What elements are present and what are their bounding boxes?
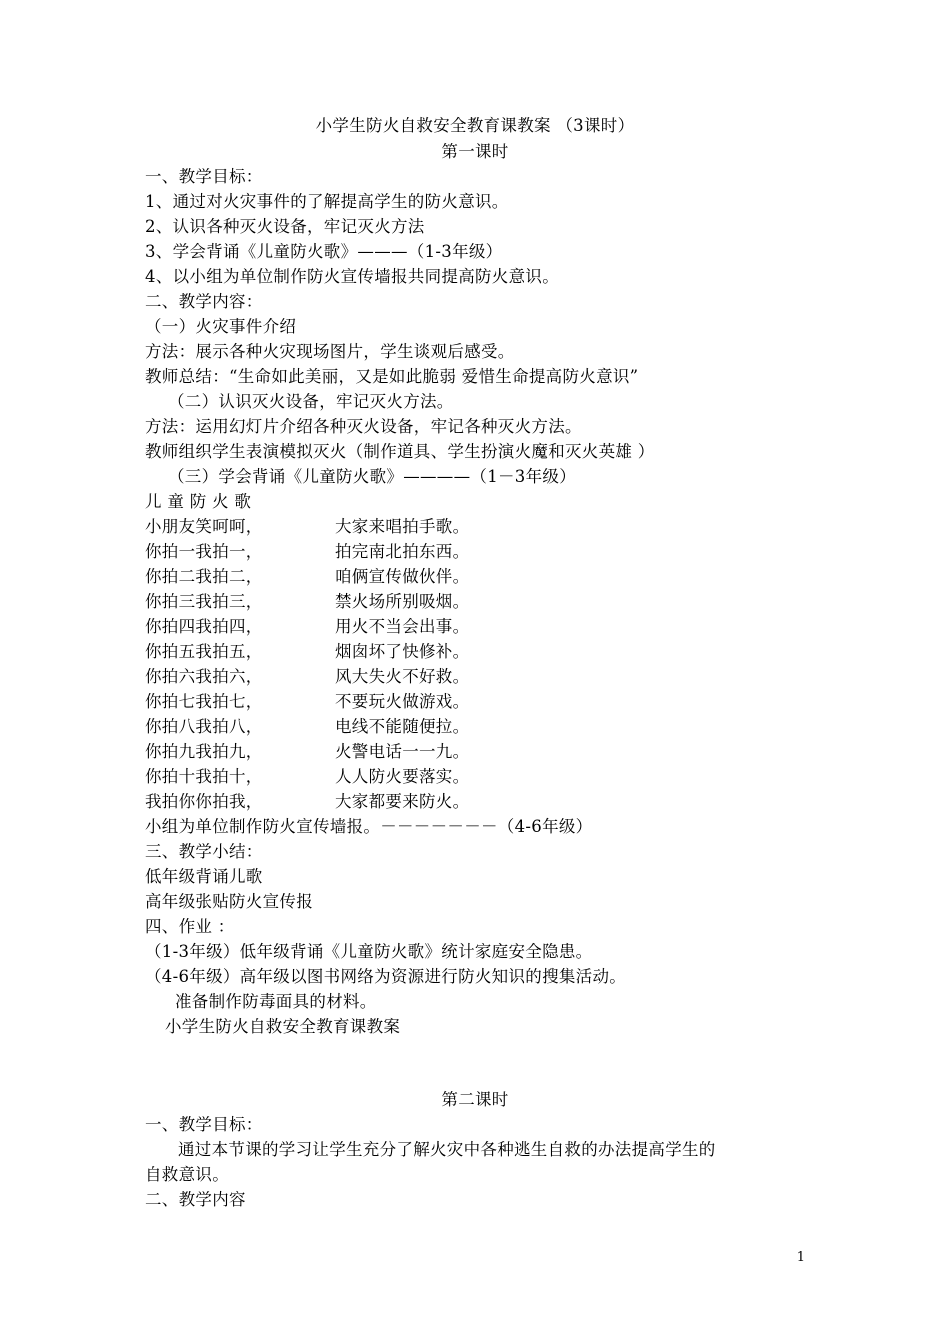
doc-title: 小学生防火自救安全教育课教案 （3课时） [315, 116, 635, 135]
part-2: （二）认识灭火设备，牢记灭火方法。 [168, 392, 454, 411]
song-line-left: 你拍八我拍八， [145, 717, 263, 736]
summary-high-grade: 高年级张贴防火宣传报 [145, 892, 313, 911]
song-line-right: 火警电话一一九。 [335, 742, 470, 761]
goal-1: 1、通过对火灾事件的了解提高学生的防火意识。 [145, 192, 509, 211]
homework-heading: 四、作业 ： [145, 917, 235, 936]
goal-3: 3、学会背诵《儿童防火歌》———（1-3年级） [145, 242, 503, 261]
part-3: （三）学会背诵《儿童防火歌》————（1－3年级） [168, 467, 576, 486]
page-number: 1 [796, 1250, 805, 1265]
song-line-right: 风大失火不好救。 [335, 667, 470, 686]
goals-heading: 一、教学目标： [145, 167, 263, 186]
homework-3: 准备制作防毒面具的材料。 [175, 992, 377, 1011]
homework-1: （1-3年级）低年级背诵《儿童防火歌》统计家庭安全隐患。 [145, 942, 593, 961]
song-line-right: 大家都要来防火。 [335, 792, 470, 811]
song-line-right: 大家来唱拍手歌。 [335, 517, 470, 536]
summary-heading: 三、教学小结： [145, 842, 263, 861]
goal-2: 2、认识各种灭火设备，牢记灭火方法 [145, 217, 425, 236]
song-line-left: 你拍一我拍一， [145, 542, 263, 561]
goal-4: 4、以小组为单位制作防火宣传墙报共同提高防火意识。 [145, 267, 559, 286]
song-line-left: 你拍十我拍十， [145, 767, 263, 786]
group-task: 小组为单位制作防火宣传墙报。－－－－－－－（4-6年级） [145, 817, 593, 836]
song-line-right: 不要玩火做游戏。 [335, 692, 470, 711]
part-1: （一）火灾事件介绍 [145, 317, 297, 336]
song-line-right: 用火不当会出事。 [335, 617, 470, 636]
lesson-plan-subtitle: 小学生防火自救安全教育课教案 [165, 1017, 401, 1036]
song-title: 儿 童 防 火 歌 [145, 492, 252, 511]
content2-heading: 二、教学内容 [145, 1190, 246, 1209]
song-line-left: 小朋友笑呵呵， [145, 517, 263, 536]
method-1: 方法：展示各种火灾现场图片，学生谈观后感受。 [145, 342, 515, 361]
song-line-left: 你拍二我拍二， [145, 567, 263, 586]
song-line-right: 禁火场所别吸烟。 [335, 592, 470, 611]
goals2-text-line2: 自救意识。 [145, 1165, 229, 1184]
song-line-left: 你拍五我拍五， [145, 642, 263, 661]
summary-low-grade: 低年级背诵儿歌 [145, 867, 263, 886]
song-line-right: 烟囱坏了快修补。 [335, 642, 470, 661]
homework-2: （4-6年级）高年级以图书网络为资源进行防火知识的搜集活动。 [145, 967, 627, 986]
song-line-left: 你拍七我拍七， [145, 692, 263, 711]
lesson2-heading: 第二课时 [441, 1090, 509, 1109]
song-line-left: 你拍三我拍三， [145, 592, 263, 611]
song-line-left: 我拍你你拍我， [145, 792, 263, 811]
song-line-right: 电线不能随便拉。 [335, 717, 470, 736]
song-line-left: 你拍四我拍四， [145, 617, 263, 636]
goals2-heading: 一、教学目标： [145, 1115, 263, 1134]
song-line-left: 你拍九我拍九， [145, 742, 263, 761]
goals2-text-line1: 通过本节课的学习让学生充分了解火灾中各种逃生自救的办法提高学生的 [178, 1140, 716, 1159]
lesson1-heading: 第一课时 [441, 142, 509, 161]
content-heading: 二、教学内容： [145, 292, 263, 311]
activity-2: 教师组织学生表演模拟灭火（制作道具、学生扮演火魔和灭火英雄 ） [145, 442, 655, 461]
song-line-right: 咱俩宣传做伙伴。 [335, 567, 470, 586]
method-2: 方法：运用幻灯片介绍各种灭火设备，牢记各种灭火方法。 [145, 417, 582, 436]
summary-1: 教师总结：“生命如此美丽，又是如此脆弱 爱惜生命提高防火意识” [145, 367, 639, 386]
song-line-left: 你拍六我拍六， [145, 667, 263, 686]
song-line-right: 人人防火要落实。 [335, 767, 470, 786]
song-line-right: 拍完南北拍东西。 [335, 542, 470, 561]
